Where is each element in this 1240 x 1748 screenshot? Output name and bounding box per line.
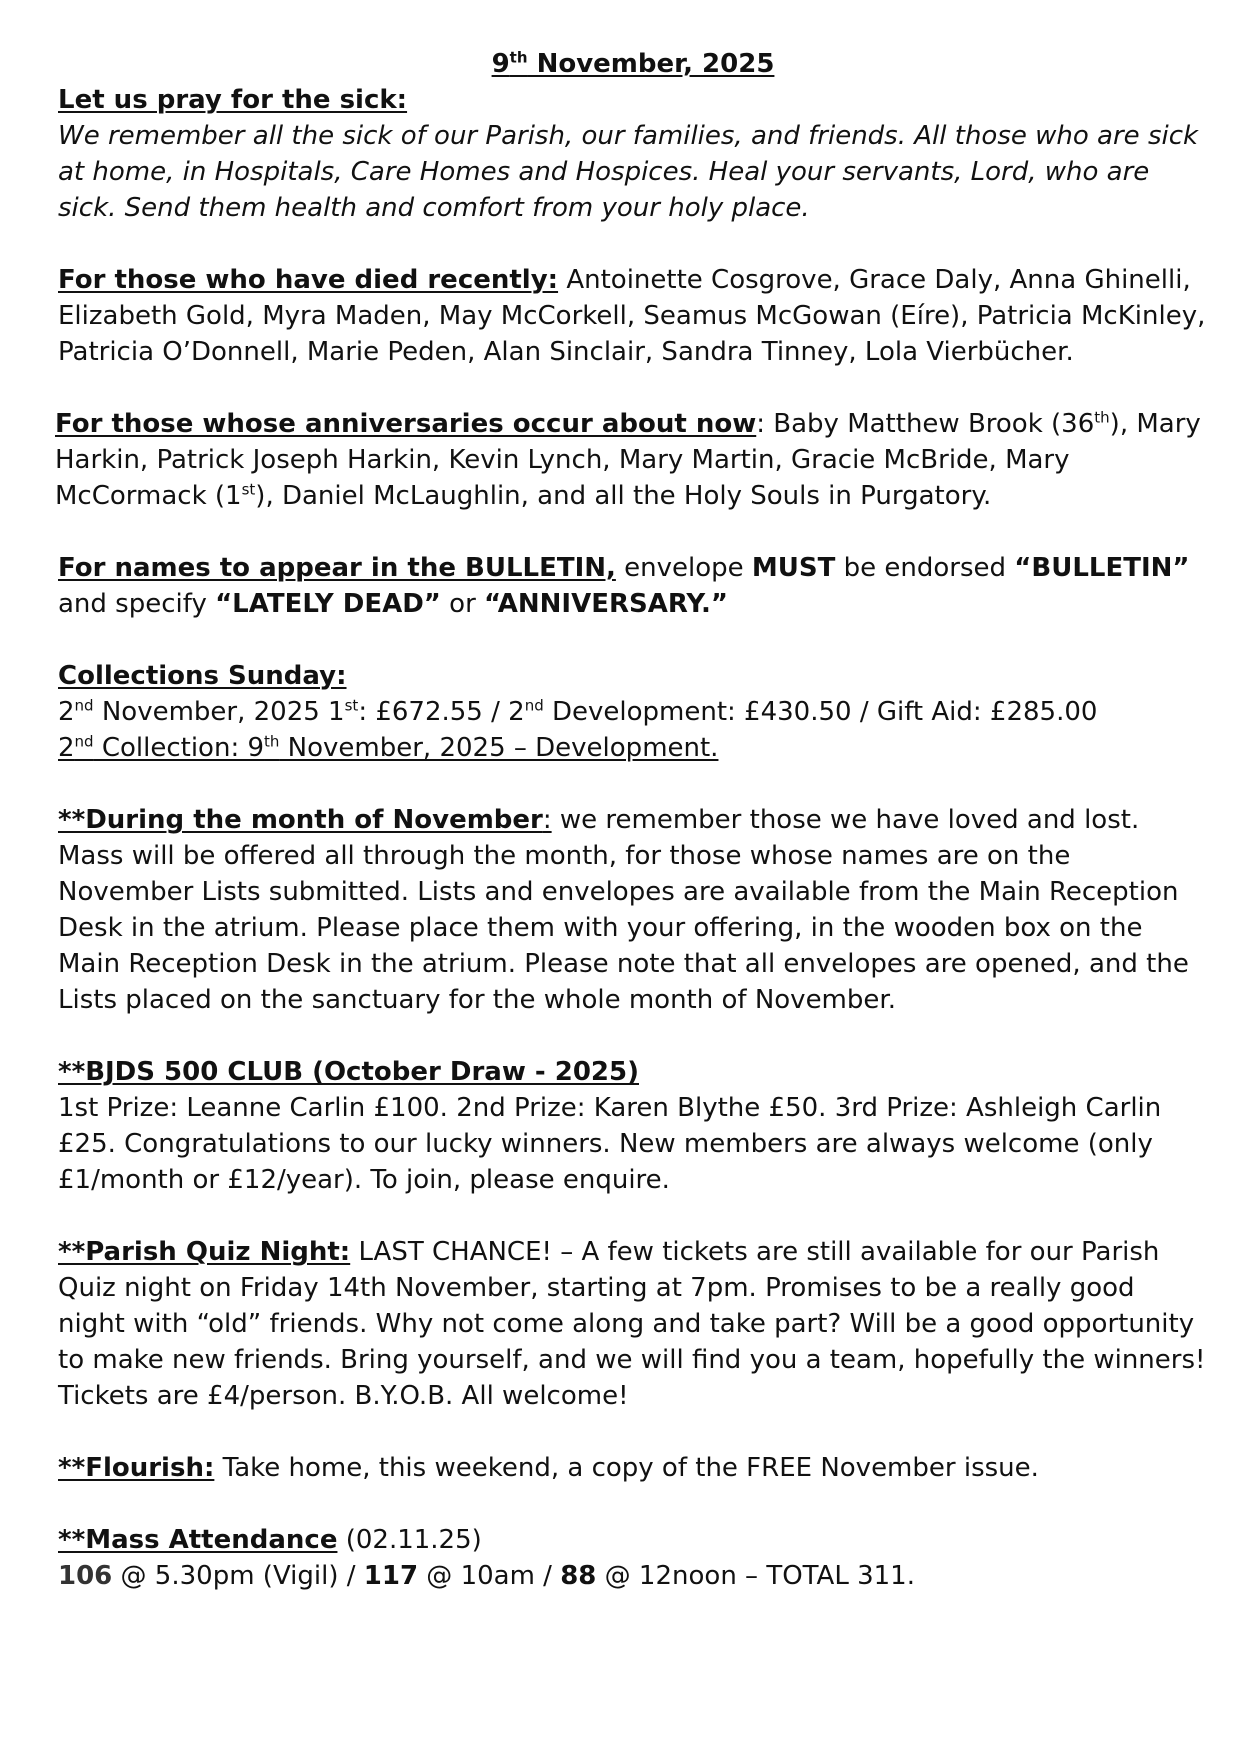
bulletin-lately-dead: “LATELY DEAD” [215,589,441,619]
bulletin-text-1: envelope [615,553,752,583]
anniversaries-sup-1: th [1094,408,1110,427]
bulletin-text-4: or [440,589,485,619]
bulletin-anniversary: “ANNIVERSARY.” [484,589,728,619]
collections-line-2 [58,730,1208,766]
flourish-heading: **Flourish: [58,1453,215,1483]
attendance-heading: **Mass Attendance [58,1525,338,1555]
section-mass-attendance [58,1522,1208,1594]
november-heading: **During the month of November [58,805,543,835]
c2-t1: Collection: 9 [93,733,265,763]
date-suffix: th [509,48,528,67]
c1-s1: nd [74,696,94,715]
date-day: 9 [491,49,510,79]
bulletin-page [55,46,1208,1594]
c2-s1: nd [74,732,94,751]
bulletin-text-3: and specify [58,589,216,619]
attendance-date: (02.11.25) [337,1525,482,1555]
attendance-vigil-count: 106 [58,1561,113,1591]
attendance-10am-label: @ 10am / [418,1561,561,1591]
section-flourish [58,1450,1208,1486]
quiz-text: LAST CHANCE! – A few tickets are still available for our Parish Quiz night on Friday 14th November, starting at 7pm. Promises to be a really good night with “old” friends. Why not come along and take part? Will be a good opportunity to make new friends. Bring yourself, and we will find you a team, hopefully the winners! Tickets are £4/person. B.Y.O.B. All welcome! [58,1237,1206,1411]
attendance-10am-count: 117 [363,1561,419,1591]
c1-s2: st [344,696,359,715]
bulletin-heading: For names to appear in the BULLETIN, [58,553,616,583]
anniversaries-heading: For those whose anniversaries occur about now [55,409,757,439]
c1-t2: : £672.55 / 2 [358,697,525,727]
c2-s2: th [264,732,280,751]
club-text: 1st Prize: Leanne Carlin £100. 2nd Prize: Karen Blythe £50. 3rd Prize: Ashleigh Carlin £25. Congratulations to our lucky winners. New members are always welcome (only £1/month or £12/year). To join, please enquire. [58,1093,1162,1195]
attendance-noon-count: 88 [560,1561,597,1591]
section-died-recently [58,262,1208,370]
bulletin-text-2: be endorsed [835,553,1015,583]
anniversaries-names-3: ), Daniel McLaughlin, and all the Holy Souls in Purgatory. [255,481,992,511]
died-names: Antoinette Cosgrove, Grace Daly, Anna Ghinelli, Elizabeth Gold, Myra Maden, May McCorkell, Seamus McGowan (Eíre), Patricia McKinley, Patricia O’Donnell, Marie Peden, Alan Sinclair, Sandra Tinney, Lola Vierbücher. [58,265,1206,367]
collections-heading: Collections Sunday: [58,661,347,691]
died-heading: For those who have died recently: [58,265,559,295]
section-sick [58,82,1208,226]
section-500-club [58,1054,1208,1198]
november-text: we remember those we have loved and lost. Mass will be offered all through the month, for those whose names are on the November Lists submitted. Lists and envelopes are available from the Main Reception Desk in the atrium. Please place them with your offering, in the wooden box on the Main Reception Desk in the atrium. Please note that all envelopes are opened, and the Lists placed on the sanctuary for the whole month of November. [58,805,1189,1015]
section-bulletin-names [58,550,1208,622]
section-quiz-night [58,1234,1208,1414]
quiz-heading: **Parish Quiz Night: [58,1237,351,1267]
attendance-total: @ 12noon – TOTAL 311. [596,1561,915,1591]
anniversaries-names-1: Baby Matthew Brook (36 [773,409,1095,439]
c1-n1: 2 [58,697,75,727]
c2-t2: November, 2025 – Development. [279,733,719,763]
section-anniversaries [55,406,1208,514]
november-colon: : [542,805,552,835]
date-rest: November, 2025 [527,49,775,79]
sick-heading: Let us pray for the sick: [58,85,408,115]
c1-t3: Development: £430.50 / Gift Aid: £285.00 [543,697,1098,727]
anniversaries-colon: : [756,409,774,439]
bulletin-must: MUST [751,553,836,583]
section-collections [58,658,1208,766]
bulletin-endorse-word: “BULLETIN” [1014,553,1190,583]
sick-prayer: We remember all the sick of our Parish, our families, and friends. All those who are sick at home, in Hospitals, Care Homes and Hospices. Heal your servants, Lord, who are sick. Send them health and comfort from your holy place. [58,121,1199,223]
flourish-text: Take home, this weekend, a copy of the FREE November issue. [214,1453,1039,1483]
c1-s3: nd [524,696,544,715]
attendance-figures [58,1558,1208,1594]
bulletin-date [58,46,1208,82]
c2-n1: 2 [58,733,75,763]
section-november [58,802,1208,1018]
c1-t1: November, 2025 1 [93,697,345,727]
anniversaries-names-2: ), Mary Harkin, Patrick Joseph Harkin, Kevin Lynch, Mary Martin, Gracie McBride, Mary McCormack (1 [55,409,1201,511]
attendance-vigil-label: @ 5.30pm (Vigil) / [112,1561,364,1591]
anniversaries-sup-2: st [241,480,256,499]
collections-line-1 [58,694,1208,730]
club-heading: **BJDS 500 CLUB (October Draw - 2025) [58,1057,639,1087]
